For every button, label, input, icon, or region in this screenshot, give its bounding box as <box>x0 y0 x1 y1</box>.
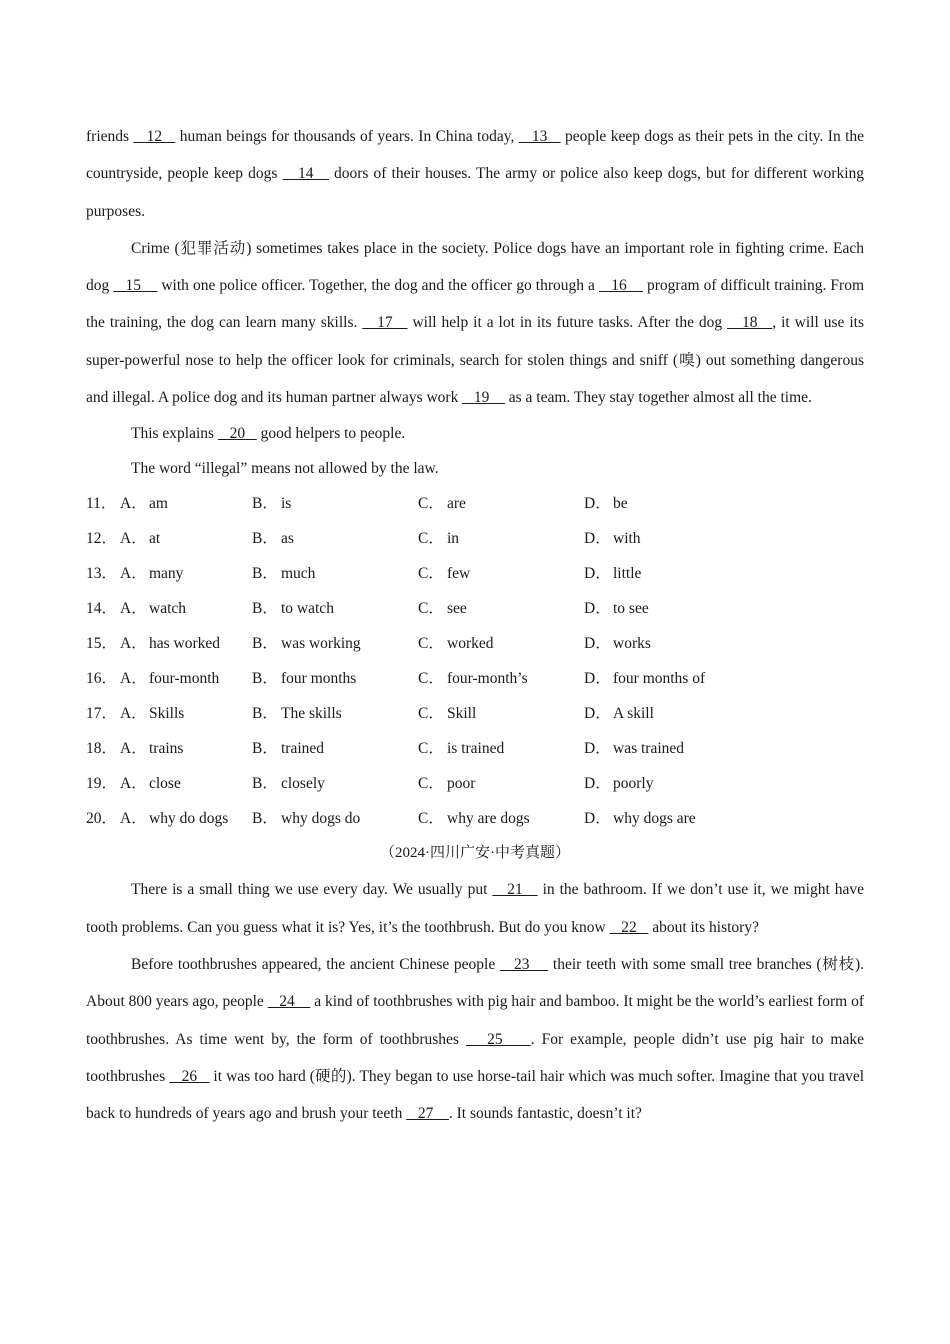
option-letter: D． <box>584 705 611 723</box>
question-row <box>86 591 864 626</box>
text: friends <box>86 128 134 145</box>
question-number: 14． <box>86 600 118 618</box>
option-text: be <box>613 495 628 513</box>
text: will help it a lot in its future tasks. After the dog <box>407 314 728 332</box>
option-letter: C． <box>418 740 444 758</box>
blank-27: 27 <box>406 1105 449 1123</box>
text: human beings for thousands of years. In China today, <box>175 128 519 145</box>
option-text: close <box>149 775 181 793</box>
text: about its history? <box>648 918 759 936</box>
option-text: watch <box>149 600 187 618</box>
option-d[interactable] <box>584 696 784 731</box>
vocabulary-note: The word “illegal” means not allowed by the law. <box>131 460 439 478</box>
option-b[interactable] <box>252 521 418 556</box>
option-letter: D． <box>584 600 611 618</box>
text: a kind of toothbrushes with pig hair and bamboo. It might be the world’s earliest form of toothbrushes. As time went by, the form of toothbrushes <box>86 993 864 1048</box>
option-text: poorly <box>613 775 654 793</box>
option-b[interactable] <box>252 696 418 731</box>
question-number: 17． <box>86 705 118 723</box>
text: their teeth with some small tree branches (树枝). About 800 years ago, people <box>86 955 865 1011</box>
passage1-paragraph-2 <box>86 230 864 416</box>
option-text: why dogs do <box>281 810 361 828</box>
option-letter: B． <box>252 600 278 618</box>
option-text: four months of <box>613 670 706 688</box>
option-text: few <box>447 565 471 583</box>
text: good helpers to people. <box>256 425 406 443</box>
question-row <box>86 766 864 801</box>
option-d[interactable] <box>584 766 784 801</box>
option-a[interactable] <box>120 731 252 766</box>
option-letter: B． <box>252 740 278 758</box>
option-text: why dogs are <box>613 810 696 828</box>
option-b[interactable] <box>252 486 418 521</box>
option-d[interactable] <box>584 626 784 661</box>
blank-16: 16 <box>599 277 643 295</box>
document-page <box>86 118 864 1132</box>
option-letter: B． <box>252 810 278 828</box>
option-text: closely <box>281 775 325 793</box>
blank-26: 26 <box>169 1067 210 1085</box>
option-c[interactable] <box>418 486 584 521</box>
option-letter: B． <box>252 530 278 548</box>
question-row <box>86 696 864 731</box>
question-row <box>86 626 864 661</box>
option-text: trained <box>281 740 325 758</box>
option-text: in <box>447 530 460 548</box>
blank-13: 13 <box>518 128 561 145</box>
blank-22: 22 <box>609 918 649 936</box>
question-row <box>86 486 864 521</box>
option-letter: C． <box>418 565 444 583</box>
option-text: to watch <box>281 600 334 618</box>
option-letter: A． <box>120 740 147 758</box>
option-text: The skills <box>281 705 342 723</box>
text: people keep dogs as their pets in the city. In the countryside, people keep dogs <box>86 128 865 183</box>
option-letter: B． <box>252 705 278 723</box>
option-text: Skill <box>447 705 477 723</box>
question-number: 15． <box>86 635 118 653</box>
option-letter: D． <box>584 810 611 828</box>
question-number: 13． <box>86 565 118 583</box>
option-a[interactable] <box>120 696 252 731</box>
text: doors of their houses. The army or police also keep dogs, but for different working purposes. <box>86 165 865 220</box>
text: There is a small thing we use every day. We usually put <box>131 881 493 899</box>
option-d[interactable] <box>584 801 784 836</box>
text: in the bathroom. If we don’t use it, we might have tooth problems. Can you guess what it is? Yes, it’s the toothbrush. But do you know <box>86 881 865 936</box>
option-d[interactable] <box>584 661 784 696</box>
option-text: poor <box>447 775 476 793</box>
option-c[interactable] <box>418 661 584 696</box>
option-b[interactable] <box>252 801 418 836</box>
option-d[interactable] <box>584 556 784 591</box>
option-letter: B． <box>252 670 278 688</box>
option-letter: A． <box>120 810 147 828</box>
option-text: four-month <box>149 670 220 688</box>
passage1-paragraph-1 <box>86 118 864 230</box>
text: it was too hard (硬的). They began to use horse-tail hair which was much softer. Imagine that you travel back to hundreds of years ago and brush your teeth <box>86 1067 865 1123</box>
source-citation: （2024·四川广安·中考真题） <box>380 845 570 862</box>
option-text: much <box>281 565 316 583</box>
option-letter: D． <box>584 565 611 583</box>
option-text: are <box>447 495 466 513</box>
option-text: is <box>281 495 292 513</box>
option-b[interactable] <box>252 556 418 591</box>
option-text: has worked <box>149 635 221 653</box>
option-letter: C． <box>418 775 444 793</box>
blank-21: 21 <box>492 881 538 899</box>
option-letter: B． <box>252 495 278 513</box>
text: Crime (犯罪活动) sometimes takes place in the society. Police dogs have an important role in fighting crime. Each dog <box>86 239 864 295</box>
option-b[interactable] <box>252 661 418 696</box>
option-c[interactable] <box>418 626 584 661</box>
question-number: 11． <box>86 495 117 513</box>
option-text: with <box>613 530 641 548</box>
option-letter: A． <box>120 670 147 688</box>
option-text: worked <box>447 635 494 653</box>
option-text: to see <box>613 600 649 618</box>
option-letter: C． <box>418 600 444 618</box>
option-c[interactable] <box>418 801 584 836</box>
option-a[interactable] <box>120 626 252 661</box>
question-list <box>86 486 864 836</box>
option-letter: A． <box>120 600 147 618</box>
option-c[interactable] <box>418 696 584 731</box>
option-letter: C． <box>418 635 444 653</box>
option-text: at <box>149 530 161 548</box>
question-number: 16． <box>86 670 118 688</box>
option-text: am <box>149 495 168 513</box>
blank-23: 23 <box>499 955 549 973</box>
blank-14: 14 <box>282 165 329 183</box>
option-text: as <box>281 530 294 548</box>
option-letter: A． <box>120 565 147 583</box>
option-letter: B． <box>252 775 278 793</box>
option-text: works <box>613 635 651 653</box>
option-d[interactable] <box>584 521 784 556</box>
question-row <box>86 731 864 766</box>
option-a[interactable] <box>120 556 252 591</box>
question-row <box>86 661 864 696</box>
option-letter: A． <box>120 635 147 653</box>
option-letter: B． <box>252 565 278 583</box>
option-text: see <box>447 600 467 618</box>
option-letter: C． <box>418 670 444 688</box>
option-c[interactable] <box>418 766 584 801</box>
question-row <box>86 801 864 836</box>
option-c[interactable] <box>418 556 584 591</box>
option-letter: C． <box>418 530 444 548</box>
option-letter: D． <box>584 775 611 793</box>
option-text: is trained <box>447 740 505 758</box>
text: , it will use its super-powerful nose to help the officer look for criminals, search for stolen things and sniff (嗅) out something dangerous and illegal. A police dog and its human partner always work <box>86 314 864 407</box>
option-b[interactable] <box>252 766 418 801</box>
option-letter: C． <box>418 495 444 513</box>
option-text: Skills <box>149 705 185 723</box>
option-a[interactable] <box>120 521 252 556</box>
option-c[interactable] <box>418 521 584 556</box>
option-letter: D． <box>584 495 611 513</box>
option-c[interactable] <box>418 731 584 766</box>
text: program of difficult training. From the training, the dog can learn many skills. <box>86 277 865 332</box>
option-text: trains <box>149 740 184 758</box>
option-letter: A． <box>120 495 147 513</box>
blank-12: 12 <box>133 128 176 145</box>
blank-20: 20 <box>217 425 257 443</box>
text: as a team. They stay together almost all the time. <box>504 389 812 407</box>
option-letter: D． <box>584 740 611 758</box>
option-text: little <box>613 565 642 583</box>
option-b[interactable] <box>252 626 418 661</box>
blank-19: 19 <box>462 389 505 407</box>
question-number: 18． <box>86 740 118 758</box>
option-text: four months <box>281 670 357 688</box>
blank-15: 15 <box>113 277 158 295</box>
option-text: many <box>149 565 184 583</box>
passage2-paragraph-2 <box>86 946 864 1132</box>
option-letter: C． <box>418 810 444 828</box>
text: Before toothbrushes appeared, the ancient Chinese people <box>131 955 500 973</box>
option-c[interactable] <box>418 591 584 626</box>
option-a[interactable] <box>120 591 252 626</box>
option-letter: D． <box>584 530 611 548</box>
option-a[interactable] <box>120 661 252 696</box>
option-letter: B． <box>252 635 278 653</box>
option-text: was working <box>281 635 361 653</box>
option-letter: A． <box>120 705 147 723</box>
blank-17: 17 <box>362 314 408 332</box>
option-b[interactable] <box>252 591 418 626</box>
passage1-paragraph-3 <box>86 416 864 451</box>
text: This explains <box>131 425 218 443</box>
blank-24: 24 <box>267 993 311 1011</box>
text: with one police officer. Together, the dog and the officer go through a <box>157 277 599 295</box>
option-a[interactable] <box>120 766 252 801</box>
passage2-paragraph-1 <box>86 871 864 946</box>
option-letter: C． <box>418 705 444 723</box>
option-letter: A． <box>120 775 147 793</box>
option-text: four-month’s <box>447 670 528 688</box>
option-a[interactable] <box>120 486 252 521</box>
option-d[interactable] <box>584 591 784 626</box>
question-row <box>86 556 864 591</box>
text: . For example, people didn’t use pig hair to make toothbrushes <box>86 1030 864 1085</box>
option-letter: D． <box>584 635 611 653</box>
option-letter: D． <box>584 670 611 688</box>
option-letter: A． <box>120 530 147 548</box>
option-a[interactable] <box>120 801 252 836</box>
question-number: 20． <box>86 810 118 828</box>
question-row <box>86 521 864 556</box>
option-b[interactable] <box>252 731 418 766</box>
option-text: A skill <box>613 705 654 723</box>
question-number: 12． <box>86 530 118 548</box>
blank-25: 25 <box>465 1030 531 1048</box>
option-text: why are dogs <box>447 810 530 828</box>
option-text: why do dogs <box>149 810 229 828</box>
option-d[interactable] <box>584 486 784 521</box>
blank-18: 18 <box>727 314 773 332</box>
question-number: 19． <box>86 775 118 793</box>
text: . It sounds fantastic, doesn’t it? <box>448 1105 642 1123</box>
option-d[interactable] <box>584 731 784 766</box>
option-text: was trained <box>613 740 685 758</box>
